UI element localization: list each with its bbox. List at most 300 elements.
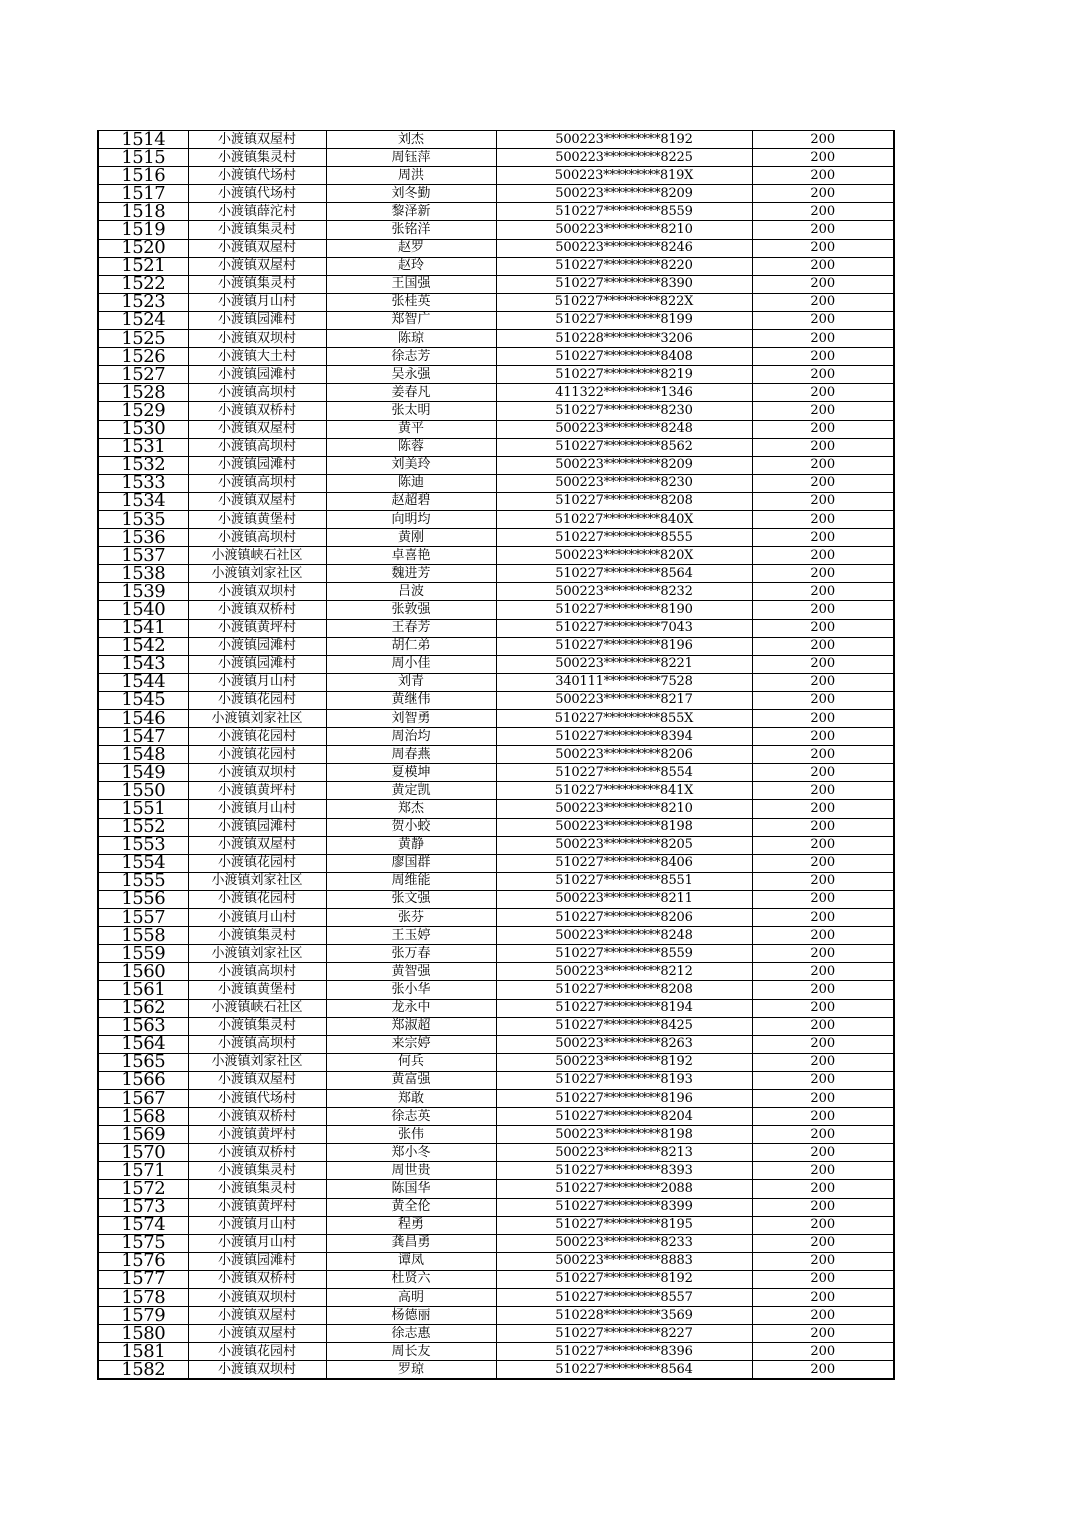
row-number-cell: 1572 bbox=[98, 1180, 188, 1198]
row-number-cell: 1569 bbox=[98, 1126, 188, 1144]
name-cell: 郑智广 bbox=[326, 311, 496, 329]
name-cell: 刘青 bbox=[326, 673, 496, 691]
amount-cell: 200 bbox=[752, 384, 894, 402]
village-cell: 小渡镇花园村 bbox=[188, 728, 326, 746]
table-row bbox=[98, 492, 894, 510]
row-number-cell: 1538 bbox=[98, 565, 188, 583]
amount-cell: 200 bbox=[752, 1307, 894, 1325]
village-cell: 小渡镇大土村 bbox=[188, 348, 326, 366]
id-number-cell: 510227*********8208 bbox=[496, 492, 752, 510]
table-row bbox=[98, 203, 894, 221]
row-number-cell: 1528 bbox=[98, 384, 188, 402]
row-number-cell: 1580 bbox=[98, 1325, 188, 1343]
village-cell: 小渡镇刘家社区 bbox=[188, 945, 326, 963]
id-number-cell: 510227*********8227 bbox=[496, 1325, 752, 1343]
name-cell: 黄平 bbox=[326, 420, 496, 438]
name-cell: 来宗婷 bbox=[326, 1035, 496, 1053]
table-row bbox=[98, 529, 894, 547]
row-number-cell: 1537 bbox=[98, 547, 188, 565]
table-row bbox=[98, 836, 894, 854]
id-number-cell: 500223*********8192 bbox=[496, 1053, 752, 1071]
village-cell: 小渡镇黄堡村 bbox=[188, 510, 326, 528]
id-number-cell: 510227*********855X bbox=[496, 710, 752, 728]
row-number-cell: 1519 bbox=[98, 221, 188, 239]
name-cell: 黎泽新 bbox=[326, 203, 496, 221]
table-row bbox=[98, 1234, 894, 1252]
row-number-cell: 1520 bbox=[98, 239, 188, 257]
table-row bbox=[98, 1270, 894, 1288]
amount-cell: 200 bbox=[752, 1325, 894, 1343]
name-cell: 黄定凯 bbox=[326, 782, 496, 800]
row-number-cell: 1541 bbox=[98, 619, 188, 637]
table-row bbox=[98, 1361, 894, 1380]
village-cell: 小渡镇峡石社区 bbox=[188, 547, 326, 565]
id-number-cell: 500223*********8209 bbox=[496, 185, 752, 203]
table-row bbox=[98, 890, 894, 908]
village-cell: 小渡镇高坝村 bbox=[188, 1035, 326, 1053]
row-number-cell: 1573 bbox=[98, 1198, 188, 1216]
id-number-cell: 500223*********8230 bbox=[496, 474, 752, 492]
name-cell: 张伟 bbox=[326, 1126, 496, 1144]
id-number-cell: 500223*********8263 bbox=[496, 1035, 752, 1053]
village-cell: 小渡镇高坝村 bbox=[188, 529, 326, 547]
id-number-cell: 510227*********8425 bbox=[496, 1017, 752, 1035]
village-cell: 小渡镇月山村 bbox=[188, 909, 326, 927]
table-row bbox=[98, 1108, 894, 1126]
id-number-cell: 510227*********8551 bbox=[496, 872, 752, 890]
amount-cell: 200 bbox=[752, 492, 894, 510]
amount-cell: 200 bbox=[752, 1343, 894, 1361]
id-number-cell: 510227*********8559 bbox=[496, 203, 752, 221]
row-number-cell: 1516 bbox=[98, 167, 188, 185]
table-row bbox=[98, 1180, 894, 1198]
village-cell: 小渡镇园滩村 bbox=[188, 456, 326, 474]
amount-cell: 200 bbox=[752, 1289, 894, 1307]
amount-cell: 200 bbox=[752, 854, 894, 872]
id-number-cell: 500223*********8210 bbox=[496, 800, 752, 818]
table-row bbox=[98, 1162, 894, 1180]
id-number-cell: 500223*********8225 bbox=[496, 149, 752, 167]
row-number-cell: 1517 bbox=[98, 185, 188, 203]
name-cell: 张万春 bbox=[326, 945, 496, 963]
amount-cell: 200 bbox=[752, 1144, 894, 1162]
row-number-cell: 1532 bbox=[98, 456, 188, 474]
amount-cell: 200 bbox=[752, 981, 894, 999]
village-cell: 小渡镇花园村 bbox=[188, 746, 326, 764]
name-cell: 赵玲 bbox=[326, 257, 496, 275]
roster-table-body bbox=[98, 131, 894, 1380]
name-cell: 徐志英 bbox=[326, 1108, 496, 1126]
name-cell: 陈迪 bbox=[326, 474, 496, 492]
name-cell: 郑淑超 bbox=[326, 1017, 496, 1035]
table-row bbox=[98, 149, 894, 167]
amount-cell: 200 bbox=[752, 1270, 894, 1288]
table-row bbox=[98, 438, 894, 456]
id-number-cell: 510227*********822X bbox=[496, 293, 752, 311]
row-number-cell: 1574 bbox=[98, 1216, 188, 1234]
id-number-cell: 500223*********8221 bbox=[496, 655, 752, 673]
village-cell: 小渡镇高坝村 bbox=[188, 963, 326, 981]
name-cell: 黄继伟 bbox=[326, 691, 496, 709]
name-cell: 黄智强 bbox=[326, 963, 496, 981]
row-number-cell: 1565 bbox=[98, 1053, 188, 1071]
row-number-cell: 1558 bbox=[98, 927, 188, 945]
amount-cell: 200 bbox=[752, 131, 894, 149]
id-number-cell: 510227*********8406 bbox=[496, 854, 752, 872]
table-row bbox=[98, 510, 894, 528]
name-cell: 周春燕 bbox=[326, 746, 496, 764]
amount-cell: 200 bbox=[752, 1053, 894, 1071]
amount-cell: 200 bbox=[752, 438, 894, 456]
name-cell: 谭凤 bbox=[326, 1252, 496, 1270]
id-number-cell: 510227*********8230 bbox=[496, 402, 752, 420]
village-cell: 小渡镇刘家社区 bbox=[188, 710, 326, 728]
amount-cell: 200 bbox=[752, 927, 894, 945]
id-number-cell: 510227*********841X bbox=[496, 782, 752, 800]
name-cell: 郑敢 bbox=[326, 1089, 496, 1107]
id-number-cell: 500223*********8883 bbox=[496, 1252, 752, 1270]
table-row bbox=[98, 131, 894, 149]
row-number-cell: 1566 bbox=[98, 1071, 188, 1089]
village-cell: 小渡镇集灵村 bbox=[188, 1017, 326, 1035]
table-row bbox=[98, 1089, 894, 1107]
table-row bbox=[98, 1252, 894, 1270]
row-number-cell: 1518 bbox=[98, 203, 188, 221]
table-row bbox=[98, 384, 894, 402]
village-cell: 小渡镇花园村 bbox=[188, 691, 326, 709]
table-row bbox=[98, 185, 894, 203]
name-cell: 黄全伦 bbox=[326, 1198, 496, 1216]
name-cell: 陈琼 bbox=[326, 330, 496, 348]
id-number-cell: 500223*********8248 bbox=[496, 420, 752, 438]
village-cell: 小渡镇月山村 bbox=[188, 800, 326, 818]
name-cell: 赵罗 bbox=[326, 239, 496, 257]
name-cell: 周长友 bbox=[326, 1343, 496, 1361]
row-number-cell: 1547 bbox=[98, 728, 188, 746]
name-cell: 张桂英 bbox=[326, 293, 496, 311]
amount-cell: 200 bbox=[752, 565, 894, 583]
village-cell: 小渡镇双屋村 bbox=[188, 131, 326, 149]
table-row bbox=[98, 1017, 894, 1035]
table-row bbox=[98, 673, 894, 691]
table-row bbox=[98, 637, 894, 655]
row-number-cell: 1525 bbox=[98, 330, 188, 348]
village-cell: 小渡镇代场村 bbox=[188, 185, 326, 203]
row-number-cell: 1535 bbox=[98, 510, 188, 528]
amount-cell: 200 bbox=[752, 1126, 894, 1144]
name-cell: 王国强 bbox=[326, 275, 496, 293]
village-cell: 小渡镇花园村 bbox=[188, 1343, 326, 1361]
village-cell: 小渡镇双屋村 bbox=[188, 420, 326, 438]
id-number-cell: 500223*********8233 bbox=[496, 1234, 752, 1252]
row-number-cell: 1539 bbox=[98, 583, 188, 601]
row-number-cell: 1534 bbox=[98, 492, 188, 510]
id-number-cell: 500223*********8198 bbox=[496, 1126, 752, 1144]
row-number-cell: 1548 bbox=[98, 746, 188, 764]
table-row bbox=[98, 583, 894, 601]
id-number-cell: 510227*********8393 bbox=[496, 1162, 752, 1180]
village-cell: 小渡镇园滩村 bbox=[188, 818, 326, 836]
village-cell: 小渡镇双桥村 bbox=[188, 1144, 326, 1162]
id-number-cell: 510228*********3206 bbox=[496, 330, 752, 348]
amount-cell: 200 bbox=[752, 818, 894, 836]
table-row bbox=[98, 275, 894, 293]
table-row bbox=[98, 655, 894, 673]
name-cell: 赵超碧 bbox=[326, 492, 496, 510]
name-cell: 张太明 bbox=[326, 402, 496, 420]
id-number-cell: 510227*********8220 bbox=[496, 257, 752, 275]
name-cell: 王玉婷 bbox=[326, 927, 496, 945]
amount-cell: 200 bbox=[752, 601, 894, 619]
amount-cell: 200 bbox=[752, 239, 894, 257]
amount-cell: 200 bbox=[752, 619, 894, 637]
id-number-cell: 510227*********8562 bbox=[496, 438, 752, 456]
name-cell: 程勇 bbox=[326, 1216, 496, 1234]
row-number-cell: 1540 bbox=[98, 601, 188, 619]
table-row bbox=[98, 981, 894, 999]
village-cell: 小渡镇月山村 bbox=[188, 1216, 326, 1234]
name-cell: 周治均 bbox=[326, 728, 496, 746]
name-cell: 刘杰 bbox=[326, 131, 496, 149]
amount-cell: 200 bbox=[752, 167, 894, 185]
row-number-cell: 1527 bbox=[98, 366, 188, 384]
id-number-cell: 500223*********8205 bbox=[496, 836, 752, 854]
amount-cell: 200 bbox=[752, 529, 894, 547]
row-number-cell: 1549 bbox=[98, 764, 188, 782]
amount-cell: 200 bbox=[752, 1089, 894, 1107]
amount-cell: 200 bbox=[752, 311, 894, 329]
table-row bbox=[98, 1071, 894, 1089]
name-cell: 徐志芳 bbox=[326, 348, 496, 366]
amount-cell: 200 bbox=[752, 710, 894, 728]
id-number-cell: 500223*********8192 bbox=[496, 131, 752, 149]
amount-cell: 200 bbox=[752, 637, 894, 655]
id-number-cell: 510227*********8193 bbox=[496, 1071, 752, 1089]
table-row bbox=[98, 1053, 894, 1071]
row-number-cell: 1555 bbox=[98, 872, 188, 890]
table-row bbox=[98, 565, 894, 583]
id-number-cell: 510227*********8399 bbox=[496, 1198, 752, 1216]
id-number-cell: 500223*********8209 bbox=[496, 456, 752, 474]
name-cell: 魏进芳 bbox=[326, 565, 496, 583]
table-row bbox=[98, 311, 894, 329]
table-row bbox=[98, 963, 894, 981]
name-cell: 杨德丽 bbox=[326, 1307, 496, 1325]
row-number-cell: 1554 bbox=[98, 854, 188, 872]
name-cell: 陈国华 bbox=[326, 1180, 496, 1198]
id-number-cell: 510227*********8557 bbox=[496, 1289, 752, 1307]
village-cell: 小渡镇集灵村 bbox=[188, 1180, 326, 1198]
table-row bbox=[98, 1035, 894, 1053]
amount-cell: 200 bbox=[752, 800, 894, 818]
id-number-cell: 510227*********8394 bbox=[496, 728, 752, 746]
table-row bbox=[98, 728, 894, 746]
id-number-cell: 510227*********2088 bbox=[496, 1180, 752, 1198]
row-number-cell: 1543 bbox=[98, 655, 188, 673]
village-cell: 小渡镇双屋村 bbox=[188, 836, 326, 854]
table-row bbox=[98, 854, 894, 872]
name-cell: 陈蓉 bbox=[326, 438, 496, 456]
row-number-cell: 1550 bbox=[98, 782, 188, 800]
name-cell: 张铭洋 bbox=[326, 221, 496, 239]
village-cell: 小渡镇高坝村 bbox=[188, 474, 326, 492]
village-cell: 小渡镇刘家社区 bbox=[188, 1053, 326, 1071]
village-cell: 小渡镇黄堡村 bbox=[188, 981, 326, 999]
id-number-cell: 510227*********8206 bbox=[496, 909, 752, 927]
village-cell: 小渡镇集灵村 bbox=[188, 275, 326, 293]
roster-table bbox=[97, 130, 895, 1380]
row-number-cell: 1542 bbox=[98, 637, 188, 655]
table-row bbox=[98, 1216, 894, 1234]
table-row bbox=[98, 710, 894, 728]
table-row bbox=[98, 1198, 894, 1216]
table-row bbox=[98, 239, 894, 257]
row-number-cell: 1515 bbox=[98, 149, 188, 167]
amount-cell: 200 bbox=[752, 203, 894, 221]
row-number-cell: 1533 bbox=[98, 474, 188, 492]
amount-cell: 200 bbox=[752, 366, 894, 384]
id-number-cell: 340111*********7528 bbox=[496, 673, 752, 691]
amount-cell: 200 bbox=[752, 1017, 894, 1035]
table-row bbox=[98, 999, 894, 1017]
row-number-cell: 1567 bbox=[98, 1089, 188, 1107]
table-row bbox=[98, 547, 894, 565]
village-cell: 小渡镇双坝村 bbox=[188, 764, 326, 782]
id-number-cell: 510227*********8208 bbox=[496, 981, 752, 999]
table-row bbox=[98, 1289, 894, 1307]
village-cell: 小渡镇月山村 bbox=[188, 673, 326, 691]
id-number-cell: 510227*********8199 bbox=[496, 311, 752, 329]
amount-cell: 200 bbox=[752, 1035, 894, 1053]
amount-cell: 200 bbox=[752, 510, 894, 528]
row-number-cell: 1578 bbox=[98, 1289, 188, 1307]
row-number-cell: 1576 bbox=[98, 1252, 188, 1270]
table-row bbox=[98, 293, 894, 311]
id-number-cell: 510227*********8559 bbox=[496, 945, 752, 963]
name-cell: 郑小冬 bbox=[326, 1144, 496, 1162]
row-number-cell: 1579 bbox=[98, 1307, 188, 1325]
amount-cell: 200 bbox=[752, 673, 894, 691]
name-cell: 吴永强 bbox=[326, 366, 496, 384]
id-number-cell: 500223*********8213 bbox=[496, 1144, 752, 1162]
village-cell: 小渡镇代场村 bbox=[188, 167, 326, 185]
amount-cell: 200 bbox=[752, 293, 894, 311]
village-cell: 小渡镇月山村 bbox=[188, 293, 326, 311]
name-cell: 杜贤六 bbox=[326, 1270, 496, 1288]
amount-cell: 200 bbox=[752, 474, 894, 492]
table-row bbox=[98, 601, 894, 619]
row-number-cell: 1577 bbox=[98, 1270, 188, 1288]
id-number-cell: 500223*********8210 bbox=[496, 221, 752, 239]
table-row bbox=[98, 746, 894, 764]
village-cell: 小渡镇双坝村 bbox=[188, 583, 326, 601]
row-number-cell: 1571 bbox=[98, 1162, 188, 1180]
id-number-cell: 411322*********1346 bbox=[496, 384, 752, 402]
id-number-cell: 510227*********8564 bbox=[496, 1361, 752, 1380]
amount-cell: 200 bbox=[752, 764, 894, 782]
name-cell: 张小华 bbox=[326, 981, 496, 999]
row-number-cell: 1552 bbox=[98, 818, 188, 836]
amount-cell: 200 bbox=[752, 420, 894, 438]
id-number-cell: 500223*********820X bbox=[496, 547, 752, 565]
amount-cell: 200 bbox=[752, 1361, 894, 1380]
village-cell: 小渡镇刘家社区 bbox=[188, 872, 326, 890]
amount-cell: 200 bbox=[752, 782, 894, 800]
amount-cell: 200 bbox=[752, 746, 894, 764]
table-row bbox=[98, 1144, 894, 1162]
row-number-cell: 1560 bbox=[98, 963, 188, 981]
village-cell: 小渡镇集灵村 bbox=[188, 1162, 326, 1180]
id-number-cell: 510227*********8190 bbox=[496, 601, 752, 619]
table-row bbox=[98, 782, 894, 800]
id-number-cell: 510228*********3569 bbox=[496, 1307, 752, 1325]
table-row bbox=[98, 818, 894, 836]
row-number-cell: 1559 bbox=[98, 945, 188, 963]
id-number-cell: 500223*********8248 bbox=[496, 927, 752, 945]
row-number-cell: 1557 bbox=[98, 909, 188, 927]
row-number-cell: 1561 bbox=[98, 981, 188, 999]
row-number-cell: 1524 bbox=[98, 311, 188, 329]
village-cell: 小渡镇黄坪村 bbox=[188, 1198, 326, 1216]
village-cell: 小渡镇双坝村 bbox=[188, 1289, 326, 1307]
amount-cell: 200 bbox=[752, 149, 894, 167]
name-cell: 卓喜艳 bbox=[326, 547, 496, 565]
amount-cell: 200 bbox=[752, 275, 894, 293]
table-row bbox=[98, 909, 894, 927]
name-cell: 胡仁弟 bbox=[326, 637, 496, 655]
name-cell: 夏模坤 bbox=[326, 764, 496, 782]
table-row bbox=[98, 402, 894, 420]
name-cell: 龙永中 bbox=[326, 999, 496, 1017]
table-row bbox=[98, 330, 894, 348]
amount-cell: 200 bbox=[752, 257, 894, 275]
amount-cell: 200 bbox=[752, 402, 894, 420]
name-cell: 刘智勇 bbox=[326, 710, 496, 728]
row-number-cell: 1522 bbox=[98, 275, 188, 293]
table-row bbox=[98, 456, 894, 474]
row-number-cell: 1526 bbox=[98, 348, 188, 366]
village-cell: 小渡镇双桥村 bbox=[188, 1108, 326, 1126]
id-number-cell: 510227*********8219 bbox=[496, 366, 752, 384]
amount-cell: 200 bbox=[752, 547, 894, 565]
amount-cell: 200 bbox=[752, 1162, 894, 1180]
village-cell: 小渡镇双屋村 bbox=[188, 492, 326, 510]
village-cell: 小渡镇双屋村 bbox=[188, 1071, 326, 1089]
row-number-cell: 1564 bbox=[98, 1035, 188, 1053]
row-number-cell: 1523 bbox=[98, 293, 188, 311]
table-row bbox=[98, 1343, 894, 1361]
row-number-cell: 1562 bbox=[98, 999, 188, 1017]
table-row bbox=[98, 366, 894, 384]
row-number-cell: 1553 bbox=[98, 836, 188, 854]
village-cell: 小渡镇峡石社区 bbox=[188, 999, 326, 1017]
village-cell: 小渡镇双坝村 bbox=[188, 330, 326, 348]
row-number-cell: 1514 bbox=[98, 131, 188, 149]
table-row bbox=[98, 257, 894, 275]
village-cell: 小渡镇黄坪村 bbox=[188, 782, 326, 800]
village-cell: 小渡镇集灵村 bbox=[188, 927, 326, 945]
id-number-cell: 510227*********8555 bbox=[496, 529, 752, 547]
id-number-cell: 510227*********8390 bbox=[496, 275, 752, 293]
table-row bbox=[98, 1325, 894, 1343]
name-cell: 张芬 bbox=[326, 909, 496, 927]
table-row bbox=[98, 348, 894, 366]
amount-cell: 200 bbox=[752, 583, 894, 601]
table-row bbox=[98, 691, 894, 709]
name-cell: 张文强 bbox=[326, 890, 496, 908]
amount-cell: 200 bbox=[752, 728, 894, 746]
id-number-cell: 510227*********8564 bbox=[496, 565, 752, 583]
